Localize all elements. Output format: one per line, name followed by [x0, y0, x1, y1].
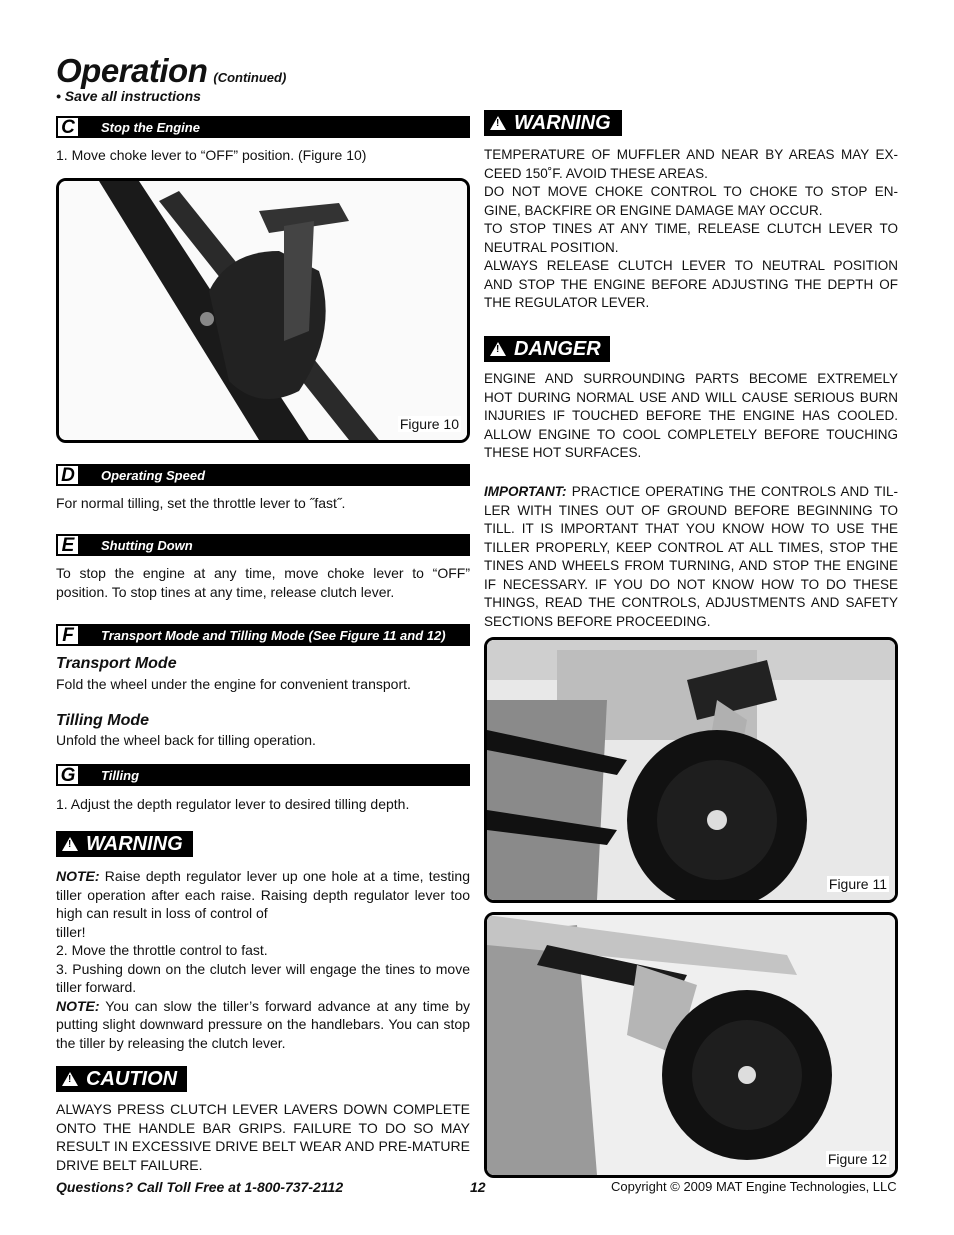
section-d-bar [56, 464, 470, 486]
tilling-mode-text: Unfold the wheel back for tilling operation. [56, 732, 316, 748]
caution-badge: ! CAUTION [56, 1066, 187, 1092]
step-2: 2. Move the throttle control to fast. [56, 942, 268, 958]
section-c-text: 1. Move choke lever to “OFF” position. (Figure 10) [56, 147, 367, 163]
footer-copyright: Copyright © 2009 MAT Engine Technologies, LLC [611, 1179, 897, 1194]
figure-10-illustration [59, 181, 467, 440]
figure-caption: Figure 11 [828, 876, 887, 892]
figure-11 [484, 637, 898, 903]
danger-triangle-icon [490, 342, 506, 356]
left-warning-text [56, 867, 470, 1052]
section-letter: D [57, 465, 79, 485]
section-letter: E [57, 535, 79, 555]
section-label: Operating Speed [101, 467, 206, 483]
page-number: 12 [470, 1179, 486, 1195]
section-e-bar [56, 534, 470, 556]
section-d-text: For normal tilling, set the throttle lever to ˝fast˝. [56, 495, 346, 511]
section-label: Shutting Down [101, 537, 193, 553]
figure-12 [484, 912, 898, 1178]
important-text: IMPORTANT: PRACTICE OPERATING THE CONTROLS AND TIL-LER WITH TINES OUT OF GROUND BEFORE BEGINNING TO TILL. IT IS IMPORTANT THAT YOU KNOW HOW TO USE THE TILLER PROPERLY, KEEP CONTROL AT ALL TIMES, STOP THE TINES AND WHEELS FROM TURNING, AND STOP THE ENGINE IF NECESSARY. IF YOU DO NOT KNOW HOW TO DO THESE THINGS, READ THE CONTROLS, ADJUSTMENTS AND SAFETY SECTIONS BEFORE PROCEEDING. [484, 484, 898, 629]
caution-text: ALWAYS PRESS CLUTCH LEVER LAVERS DOWN COMPLETE ONTO THE HANDLE BAR GRIPS. FAILURE TO DO SO MAY RESULT IN EXCESSIVE DRIVE BELT WEAR AND PRE-MATURE DRIVE BELT FAILURE. [56, 1101, 470, 1173]
figure-11-illustration [487, 640, 895, 900]
section-c-bar [56, 116, 470, 138]
section-e-text: To stop the engine at any time, move choke lever to “OFF” position. To stop tines at any time, release clutch lever. [56, 565, 470, 600]
section-letter: G [57, 765, 79, 785]
warning-triangle-icon [490, 116, 506, 130]
step-3: 3. Pushing down on the clutch lever will engage the tines to move tiller forward. [56, 960, 470, 995]
section-label: Transport Mode and Tilling Mode (See Figure 11 and 12) [101, 627, 446, 643]
tilling-mode-title: Tilling Mode [56, 712, 150, 729]
section-g-text: 1. Adjust the depth regulator lever to desired tilling depth. [56, 796, 410, 812]
section-letter: F [57, 625, 79, 645]
section-g-bar [56, 764, 470, 786]
note-2: NOTE: You can slow the tiller’s forward advance at any time by putting slight downward pressure on the handlebars. You can stop the tiller by releasing the clutch lever. [56, 997, 470, 1051]
save-note: • Save all instructions [56, 88, 201, 104]
figure-12-illustration [487, 915, 895, 1175]
transport-mode-title: Transport Mode [56, 655, 177, 672]
transport-mode-text: Fold the wheel under the engine for convenient transport. [56, 676, 411, 692]
continued-label: (Continued) [213, 70, 287, 85]
note-1-tail: tiller! [56, 923, 86, 940]
figure-caption: Figure 12 [827, 1151, 887, 1167]
warning-badge: ! WARNING [484, 110, 622, 136]
figure-caption: Figure 10 [399, 416, 459, 432]
right-warning-text: TEMPERATURE OF MUFFLER AND NEAR BY AREAS MAY EX-CEED 150˚F. AVOID THESE AREAS. DO NOT MOVE CHOKE CONTROL TO CHOKE TO STOP EN-GINE, BACKFIRE OR ENGINE DAMAGE MAY OCCUR. TO STOP TINES AT ANY TIME, RELEASE CLUTCH LEVER TO NEUTRAL POSITION. ALWAYS RELEASE CLUTCH LEVER TO NEUTRAL POSITION AND STOP THE ENGINE BEFORE ADJUSTING THE DEPTH OF THE REGULATOR LEVER. [484, 147, 898, 310]
section-label: Stop the Engine [101, 119, 200, 135]
danger-text: ENGINE AND SURROUNDING PARTS BECOME EXTREMELY HOT DURING NORMAL USE AND WILL CAUSE SERIOUS BURN INJURIES IF TOUCHED BEFORE THE ENGINE HAS COOLED. ALLOW ENGINE TO COOL COMPLETELY BEFORE TOUCHING THESE HOT SURFACES. [484, 371, 898, 460]
warning-badge: ! WARNING [56, 831, 193, 857]
section-f-bar [56, 624, 470, 646]
danger-badge: ! DANGER [484, 336, 610, 362]
figure-10 [56, 178, 470, 443]
note-1: NOTE: Raise depth regulator lever up one hole at a time, testing tiller operation after each raise. Raising depth regulator lever too high can result in loss of control of [56, 868, 470, 921]
section-letter: C [57, 117, 79, 137]
page-title: Operation (Continued) [56, 52, 287, 89]
section-label: Tilling [101, 767, 140, 783]
warning-triangle-icon [62, 837, 78, 851]
footer-phone: Questions? Call Toll Free at 1-800-737-2112 [56, 1179, 344, 1195]
caution-triangle-icon [62, 1072, 78, 1086]
